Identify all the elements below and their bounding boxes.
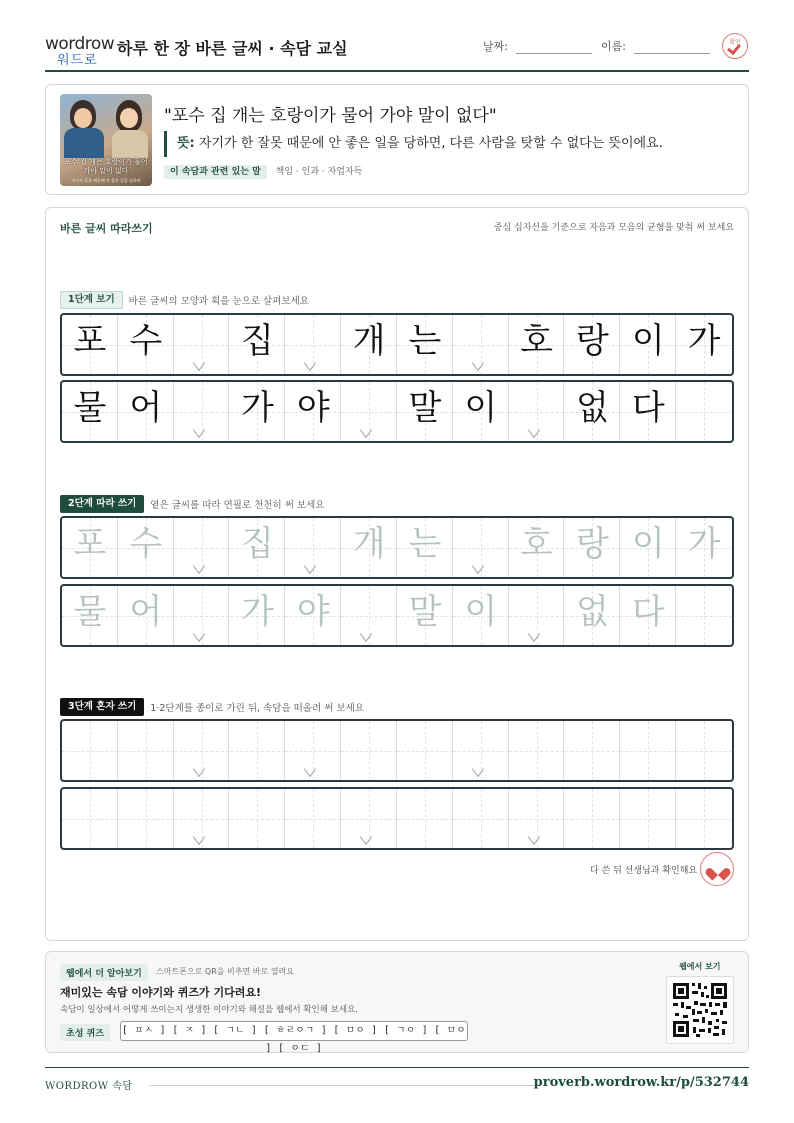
step2-label: 2단계 따라 쓰기	[60, 495, 144, 513]
meaning-text: 자기가 한 잘못 때문에 안 좋은 일을 당하면, 다른 사람을 탓할 수 없다는 뜻이에요.	[198, 136, 663, 151]
related-keywords: 책임 · 인과 · 자업자득	[275, 167, 363, 177]
space-mark-icon	[360, 626, 372, 642]
grid-cell[interactable]	[509, 586, 565, 645]
grid-cell	[453, 315, 509, 374]
grid-char: 수	[129, 524, 163, 564]
step1-row-1	[60, 313, 734, 376]
grid-cell[interactable]	[565, 721, 621, 780]
grid-char: 이	[464, 388, 498, 428]
web-label: 웹에서 더 알아보기	[60, 964, 148, 981]
space-mark-icon	[472, 761, 484, 777]
grid-cell	[341, 382, 397, 441]
space-mark-icon	[304, 355, 316, 371]
space-mark-icon	[304, 558, 316, 574]
grid-cell[interactable]	[341, 586, 397, 645]
proverb-illustration	[60, 94, 152, 186]
grid-cell	[620, 382, 676, 441]
grid-cell[interactable]	[341, 518, 397, 577]
grid-cell[interactable]	[397, 586, 453, 645]
page-footer	[45, 1067, 749, 1097]
grid-char: 이	[464, 592, 498, 632]
grid-char: 는	[408, 321, 442, 361]
chosung-quiz: [ ㅍㅅ ] [ ㅈ ] [ ㄱㄴ ] [ ㅎㄹㅇㄱ ] [ ㅁㅇ ] [ ㄱㅇ ] [ ㅁㅇ ] [ ㅇㄷ ]	[120, 1021, 468, 1041]
qr-code-graphic	[667, 977, 733, 1043]
step3-row-1[interactable]	[60, 719, 734, 782]
step3-label: 3단계 혼자 쓰기	[60, 698, 144, 716]
step3-desc: 1·2단계를 종이로 가린 뒤, 속담을 떠올려 써 보세요	[150, 702, 364, 714]
step1-desc: 바른 글씨의 모양과 획을 눈으로 살펴보세요	[128, 295, 309, 307]
footer-url-link[interactable]: proverb.wordrow.kr/p/532744	[533, 1075, 749, 1090]
grid-cell[interactable]	[230, 586, 286, 645]
meaning-label: 뜻:	[177, 136, 195, 151]
grid-char: 개	[352, 524, 386, 564]
grid-cell	[620, 315, 676, 374]
grid-char: 가	[240, 388, 274, 428]
grid-char: 포	[73, 524, 107, 564]
grid-cell[interactable]	[174, 721, 230, 780]
related-words	[164, 164, 362, 177]
step2-row-2[interactable]	[60, 584, 734, 647]
grid-char: 가	[240, 592, 274, 632]
web-card	[45, 951, 749, 1053]
grid-char: 포	[73, 321, 107, 361]
grid-char: 말	[408, 592, 442, 632]
step2-header	[60, 493, 324, 511]
space-mark-icon	[193, 355, 205, 371]
logo-text-bottom: 워드로	[57, 53, 98, 68]
teacher-check-text: 다 쓴 뒤 선생님과 확인해요	[590, 866, 698, 876]
grid-char: 이	[631, 321, 665, 361]
step1-header	[60, 289, 309, 307]
practice-card	[45, 207, 749, 941]
name-field[interactable]	[601, 38, 710, 54]
grid-cell	[230, 382, 286, 441]
heart-stamp-icon	[700, 852, 734, 886]
grid-cell[interactable]	[509, 518, 565, 577]
grid-cell	[509, 315, 565, 374]
name-line[interactable]	[634, 42, 710, 54]
grid-char: 없	[575, 592, 609, 632]
step2-desc: 옅은 글씨를 따라 연필로 천천히 써 보세요	[150, 499, 325, 511]
grid-cell	[341, 315, 397, 374]
proverb-title: "포수 집 개는 호랑이가 물어 가야 말이 없다"	[164, 106, 497, 126]
grid-cell[interactable]	[174, 789, 230, 848]
grid-cell[interactable]	[174, 518, 230, 577]
grid-char: 가	[687, 321, 721, 361]
space-mark-icon	[360, 829, 372, 845]
grid-char: 개	[352, 321, 386, 361]
grid-cell[interactable]	[676, 518, 732, 577]
grid-cell[interactable]	[62, 721, 118, 780]
grid-cell[interactable]	[118, 518, 174, 577]
date-line[interactable]	[516, 42, 592, 54]
qr-label: 웹에서 보기	[679, 962, 721, 971]
grid-cell[interactable]	[230, 518, 286, 577]
grid-char: 호	[520, 524, 553, 564]
grid-char: 이	[631, 524, 665, 564]
grid-cell[interactable]	[285, 789, 341, 848]
grid-char: 물	[73, 592, 107, 632]
page-header	[45, 30, 749, 72]
grid-char: 가	[687, 524, 721, 564]
grid-char: 야	[296, 592, 330, 632]
space-mark-icon	[472, 558, 484, 574]
grid-cell[interactable]	[620, 586, 676, 645]
grid-cell	[174, 315, 230, 374]
space-mark-icon	[528, 626, 540, 642]
grid-cell[interactable]	[676, 789, 732, 848]
grid-cell[interactable]	[620, 518, 676, 577]
space-mark-icon	[193, 626, 205, 642]
grid-cell[interactable]	[341, 789, 397, 848]
grid-cell[interactable]	[565, 518, 621, 577]
check-stamp-text: 확인	[729, 39, 741, 46]
grid-cell	[676, 382, 732, 441]
space-mark-icon	[304, 761, 316, 777]
space-mark-icon	[193, 829, 205, 845]
grid-cell[interactable]	[620, 789, 676, 848]
illustration-caption: 포수 집 개는 호랑이가 물어 가야 말이 없다	[64, 158, 148, 175]
grid-cell[interactable]	[453, 721, 509, 780]
grid-cell[interactable]	[620, 721, 676, 780]
grid-cell	[118, 315, 174, 374]
grid-cell	[453, 382, 509, 441]
grid-cell[interactable]	[118, 586, 174, 645]
step3-row-2[interactable]	[60, 787, 734, 850]
grid-char: 어	[129, 388, 163, 428]
grid-cell[interactable]	[453, 789, 509, 848]
illustration-subcaption: 자기가 잘못 때문에 안 좋은 일을 당하면	[71, 178, 141, 183]
grid-char: 어	[129, 592, 163, 632]
step3-header	[60, 696, 364, 714]
grid-cell[interactable]	[285, 586, 341, 645]
grid-cell	[397, 382, 453, 441]
grid-cell[interactable]	[341, 721, 397, 780]
space-mark-icon	[193, 558, 205, 574]
grid-cell[interactable]	[509, 721, 565, 780]
grid-cell[interactable]	[285, 518, 341, 577]
qr-code-icon[interactable]	[666, 976, 734, 1044]
grid-cell[interactable]	[397, 721, 453, 780]
grid-cell[interactable]	[62, 518, 118, 577]
step1-label: 1단계 보기	[60, 291, 123, 309]
space-mark-icon	[472, 355, 484, 371]
grid-cell[interactable]	[118, 721, 174, 780]
space-mark-icon	[528, 422, 540, 438]
space-mark-icon	[193, 422, 205, 438]
proverb-meaning	[164, 131, 663, 157]
grid-cell	[397, 315, 453, 374]
grid-cell[interactable]	[453, 586, 509, 645]
grid-cell[interactable]	[509, 789, 565, 848]
step1-row-2	[60, 380, 734, 443]
logo-text-top: wordrow	[45, 34, 115, 54]
grid-cell	[62, 382, 118, 441]
grid-char: 랑	[575, 524, 609, 564]
grid-cell[interactable]	[230, 789, 286, 848]
grid-cell	[118, 382, 174, 441]
grid-char: 말	[408, 388, 442, 428]
grid-cell[interactable]	[397, 518, 453, 577]
related-label: 이 속담과 관련 있는 말	[164, 165, 267, 179]
grid-char: 없	[575, 388, 609, 428]
date-field[interactable]	[483, 38, 592, 54]
check-stamp-icon	[722, 33, 748, 59]
grid-cell[interactable]	[62, 789, 118, 848]
grid-cell	[285, 382, 341, 441]
space-mark-icon	[528, 829, 540, 845]
grid-cell	[676, 315, 732, 374]
grid-cell[interactable]	[118, 789, 174, 848]
grid-cell[interactable]	[230, 721, 286, 780]
proverb-card	[45, 84, 749, 195]
grid-cell	[62, 315, 118, 374]
grid-char: 는	[408, 524, 442, 564]
footer-brand: WORDROW 속담	[45, 1081, 133, 1092]
grid-char: 다	[631, 388, 665, 428]
quiz-label: 초성 퀴즈	[60, 1024, 110, 1041]
grid-cell	[230, 315, 286, 374]
grid-char: 수	[129, 321, 163, 361]
grid-cell[interactable]	[453, 518, 509, 577]
practice-title: 바른 글씨 따라쓰기	[60, 222, 153, 235]
heart-icon	[711, 863, 725, 877]
grid-cell	[565, 382, 621, 441]
grid-cell[interactable]	[285, 721, 341, 780]
grid-cell[interactable]	[676, 586, 732, 645]
grid-char: 호	[520, 321, 553, 361]
grid-cell	[174, 382, 230, 441]
space-mark-icon	[193, 761, 205, 777]
grid-char: 집	[240, 321, 274, 361]
grid-cell	[565, 315, 621, 374]
grid-char: 집	[240, 524, 274, 564]
grid-char: 물	[73, 388, 107, 428]
footer-divider	[149, 1085, 539, 1086]
web-subtext: 속담이 일상에서 어떻게 쓰이는지 생생한 이야기와 해설을 웹에서 확인해 보세요.	[60, 1005, 358, 1015]
web-headline: 재미있는 속담 이야기와 퀴즈가 기다려요!	[60, 986, 261, 999]
step2-row-1[interactable]	[60, 516, 734, 579]
web-desc: 스마트폰으로 QR을 비추면 바로 열려요	[156, 967, 294, 976]
grid-cell	[509, 382, 565, 441]
grid-cell[interactable]	[174, 586, 230, 645]
wordrow-logo	[45, 34, 115, 68]
grid-char: 야	[296, 388, 330, 428]
grid-char: 다	[631, 592, 665, 632]
grid-cell[interactable]	[397, 789, 453, 848]
grid-char: 랑	[575, 321, 609, 361]
space-mark-icon	[360, 422, 372, 438]
date-label: 날짜:	[483, 40, 508, 53]
grid-cell[interactable]	[565, 789, 621, 848]
grid-cell[interactable]	[565, 586, 621, 645]
grid-cell[interactable]	[676, 721, 732, 780]
page-title: 하루 한 장 바른 글씨 · 속담 교실	[117, 39, 348, 58]
practice-hint: 중심 십자선을 기준으로 자음과 모음의 균형을 맞춰 써 보세요	[493, 223, 734, 233]
grid-cell[interactable]	[62, 586, 118, 645]
name-label: 이름:	[601, 40, 626, 53]
grid-cell	[285, 315, 341, 374]
